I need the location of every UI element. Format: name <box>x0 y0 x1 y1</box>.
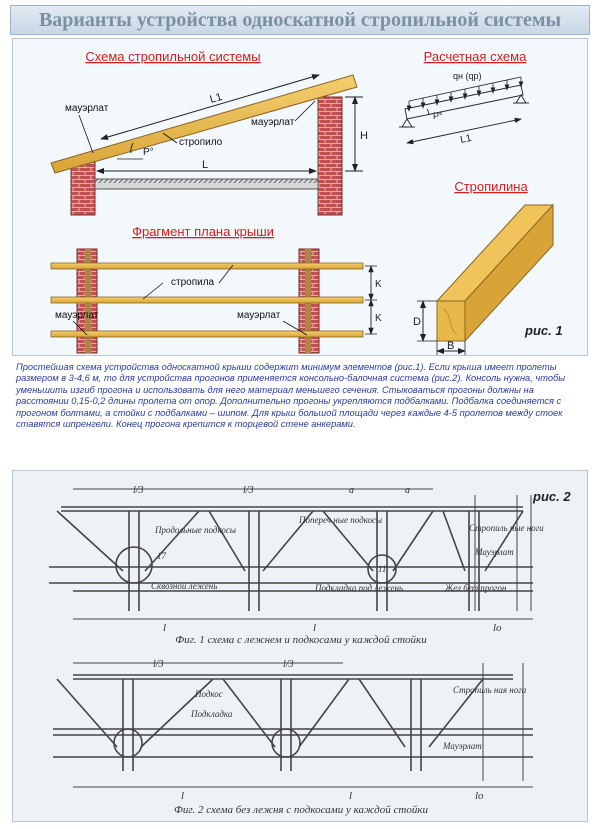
k-label-top: K <box>375 279 382 290</box>
calc-l1-label: L1 <box>459 132 473 146</box>
fig1-label: рис. 1 <box>525 323 563 338</box>
sketch-2 <box>53 663 533 787</box>
sketch1-dim-a-1: a <box>349 485 354 496</box>
roof-plan-drawing <box>51 249 377 353</box>
plan-mauerlat-label-left: мауэрлат <box>55 310 99 321</box>
mauerlat-label-left: мауэрлат <box>65 103 109 114</box>
figure-1-drawing <box>13 39 589 357</box>
calc-angle-label: P° <box>433 111 443 121</box>
load-label: qн (qр) <box>453 71 482 81</box>
stropilo-label: стропило <box>179 137 223 148</box>
roof-plan-header: Фрагмент плана крыши <box>132 224 274 239</box>
sketch1-dim-lo: lo <box>493 622 502 634</box>
fig2-label: рис. 2 <box>533 489 571 504</box>
h-label: H <box>360 130 368 142</box>
sketch1-num-11: 11 <box>378 564 387 574</box>
sketch1-dim-l3-2: l/3 <box>243 485 254 496</box>
sketch1-poperech-label: Попереч ные подкосы <box>299 515 383 525</box>
sketch1-skvozn-label: Сквозной лежень <box>151 581 218 591</box>
sketch2-dim-l-1: l <box>181 790 185 802</box>
sketch1-num-17: 17 <box>157 551 166 561</box>
slab-insulation <box>95 179 318 183</box>
sketch2-caption: Фиг. 2 схема без лежня с подкосами у каждой стойки <box>174 804 428 816</box>
sketch2-dim-l-2: l <box>349 790 353 802</box>
l-label: L <box>201 159 209 171</box>
description-paragraph: Простейшая схема устройства односкатной крыши содержит минимум элементов (рис.1). Если крыша имеет пролеты размером в 3-4,6 м, то для устройства прогонов применяется консольно-балочная система (рис.2). Консоль нужна, чтобы уменьшить изгиб прогона и использовать для него материал меньшего сечения. Стыковаться прогоны должны на расстоянии 0,15-0,2 длины пролета от опор. Дополнительно прогоны укрепляются подбалками. Подбалка соединяется с прогоном болтами, а стойки с подбалками – шипом. Для крыш большой площади через каждые 4-5 пролетов между стоек ставятся шпренгели. Конец прогона крепится к торцевой стене анкерами. <box>16 362 566 430</box>
sketch1-podkl-label: Подкладка под лежень <box>315 583 404 593</box>
k-label-bottom: K <box>375 313 382 324</box>
sketch1-caption: Фиг. 1 схема с лежнем и подкосами у каждой стойки <box>175 634 427 646</box>
sketch1-mauerlat-label: Мауэрлат <box>475 547 514 557</box>
plan-mauerlat-label-right: мауэрлат <box>237 310 281 321</box>
sketch2-podkos-label: Подкос <box>195 689 223 699</box>
figure-2-panel <box>12 470 588 822</box>
sketch2-dim-l3-1: l/3 <box>153 659 164 670</box>
calc-scheme-header: Расчетная схема <box>423 49 527 64</box>
sketch1-zhelbet-label: Жел бет прогон <box>445 583 507 593</box>
l1-label: L1 <box>208 90 224 106</box>
sketch1-stropil-nogi-label: Стропиль ные ноги <box>469 523 544 533</box>
rafter-scheme-header: Схема стропильной системы <box>85 49 261 64</box>
mauerlat-leader-left <box>79 115 93 153</box>
sketch1-dim-l-2: l <box>313 622 317 634</box>
sketch1-dim-l3-1: l/3 <box>133 485 144 496</box>
title-bar <box>10 5 590 35</box>
sketch2-dim-l3-2: l/3 <box>283 659 294 670</box>
b-label: B <box>447 340 455 352</box>
sketch2-dim-lo: lo <box>475 790 484 802</box>
calc-scheme <box>399 77 529 143</box>
figure-2-drawing <box>13 471 589 823</box>
sketch1-dim-a-2: a <box>405 485 410 496</box>
sketch-1 <box>49 489 533 619</box>
mauerlat-label-right: мауэрлат <box>251 117 295 128</box>
sketch2-stropil-noga-label: Стропиль ная нога <box>453 685 527 695</box>
d-label: D <box>413 316 421 328</box>
figure-1-panel <box>12 38 588 356</box>
sketch1-prodol-label: Продольные подкосы <box>155 525 236 535</box>
sketch2-mauerlat-label: Мауэрлат <box>443 741 482 751</box>
stropila-label: стропила <box>171 277 215 288</box>
angle-label: P° <box>143 147 154 158</box>
right-brick-wall <box>318 97 342 215</box>
sketch2-podkladka-label: Подкладка <box>191 709 233 719</box>
rafter-beam-header: Стропилина <box>454 179 528 194</box>
page-title: Варианты устройства односкатной стропильной системы <box>38 9 562 31</box>
sketch1-dim-l-1: l <box>163 622 167 634</box>
